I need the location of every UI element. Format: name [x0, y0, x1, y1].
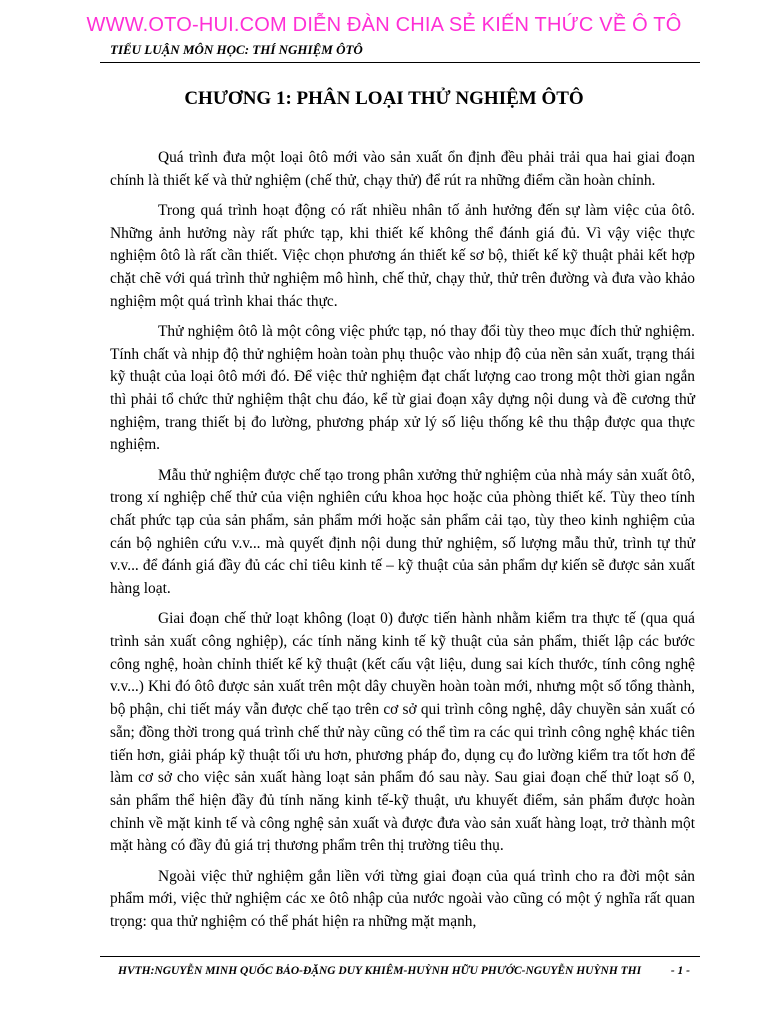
- page-number: - 1 -: [670, 965, 690, 977]
- paragraph: Thử nghiệm ôtô là một công việc phức tạp, nó thay đổi tùy theo mục đích thử nghiệm. Tính chất và nhịp độ thử nghiệm hoàn toàn phụ thuộc vào nhịp độ của nền sản xuất, trạng thái kỹ thuật của loại ôtô mới đó. Để việc thử nghiệm đạt chất lượng cao trong một thời gian ngắn thì phải tổ chức thử nghiệm thật chu đáo, kể từ giai đoạn xây dựng nội dung và đề cương thử nghiệm, trang thiết bị đo lường, phương pháp xử lý số liệu thống kê thu thập được qua thực nghiệm.: [110, 322, 695, 454]
- paragraph: Giai đoạn chế thử loạt không (loạt 0) được tiến hành nhằm kiểm tra thực tế (qua quá trình sản xuất công nghiệp), các tính năng kinh tế kỹ thuật của sản phẩm, thiết lập các bước công nghệ, hoàn chỉnh thiết kế kỹ thuật (kết cấu vật liệu, dung sai kích thước, tính công nghệ v.v...) Khi đó ôtô được sản xuất trên một dây chuyền hoàn toàn mới, nhưng một số tổng thành, bộ phận, chi tiết máy vẫn được chế tạo trên cơ sở qui trình công nghệ, dây chuyền sản xuất có sẵn; đồng thời trong quá trình chế thử này cũng có thể tìm ra các qui trình công nghệ khác tiên tiến hơn, giải pháp kỹ thuật tối ưu hơn, phương pháp đo, dụng cụ đo lường kiểm tra tốt hơn để làm cơ sở cho việc sản xuất hàng loạt sản phẩm đó sau này. Sau giai đoạn chế thử loạt số 0, sản phẩm thể hiện đầy đủ tính năng kinh tế-kỹ thuật, ưu khuyết điểm, sản phẩm được hoàn chỉnh về mặt kinh tế và công nghệ sản xuất và được đưa vào sản xuất hàng loạt, trở thành một mặt hàng có đầy đủ giá trị thương phẩm trên thị trường tiêu thụ.: [110, 610, 695, 855]
- running-header: TIỂU LUẬN MÔN HỌC: THÍ NGHIỆM ÔTÔ: [110, 42, 363, 57]
- body-text: [110, 147, 695, 941]
- footer-authors: HVTH:NGUYỄN MINH QUỐC BẢO-ĐẶNG DUY KHIÊM-HUỲNH HỮU PHƯỚC-NGUYỄN HUỲNH THI: [118, 965, 642, 977]
- chapter-title: CHƯƠNG 1: PHÂN LOẠI THỬ NGHIỆM ÔTÔ: [184, 88, 584, 109]
- header-divider: [100, 62, 700, 63]
- paragraph: Trong quá trình hoạt động có rất nhiều nhân tố ảnh hưởng đến sự làm việc của ôtô. Những ảnh hưởng này rất phức tạp, khi thiết kế không thể đánh giá đủ. Vì vậy việc thực nghiệm ôtô là rất cần thiết. Việc chọn phương án thiết kế sơ bộ, thiết kế kỹ thuật phải kết hợp chặt chẽ với quá trình thử nghiệm mô hình, chế thử, chạy thử, thử trên đường và đưa vào khảo nghiệm một quá trình khai thác thực.: [110, 201, 695, 310]
- site-banner: WWW.OTO-HUI.COM DIỄN ĐÀN CHIA SẺ KIẾN THỨC VỀ Ô TÔ: [86, 14, 682, 36]
- paragraph: Quá trình đưa một loại ôtô mới vào sản xuất ổn định đều phải trải qua hai giai đoạn chính là thiết kế và thử nghiệm (chế thử, chạy thử) để rút ra những điểm cần hoàn chỉnh.: [110, 149, 695, 189]
- paragraph: Ngoài việc thử nghiệm gắn liền với từng giai đoạn của quá trình cho ra đời một sản phẩm mới, việc thử nghiệm các xe ôtô nhập của nước ngoài vào cũng có một ý nghĩa rất quan trọng: qua thử nghiệm có thể phát hiện ra những mặt mạnh,: [110, 867, 695, 930]
- footer-divider: [100, 956, 700, 957]
- paragraph: Mẫu thử nghiệm được chế tạo trong phân xưởng thử nghiệm của nhà máy sản xuất ôtô, trong xí nghiệp chế thử của viện nghiên cứu khoa học hoặc của phòng thiết kế. Tùy theo tính chất phức tạp của sản phẩm, sản phẩm mới hoặc sản phẩm cải tạo, tùy theo kinh nghiệm của cán bộ nghiên cứu v.v... mà quyết định nội dung thử nghiệm, số lượng mẫu thử, trình tự thử v.v... để đánh giá đầy đủ các chỉ tiêu kinh tế – kỹ thuật của sản phẩm dự kiến sẽ được sản xuất hàng loạt.: [110, 466, 695, 598]
